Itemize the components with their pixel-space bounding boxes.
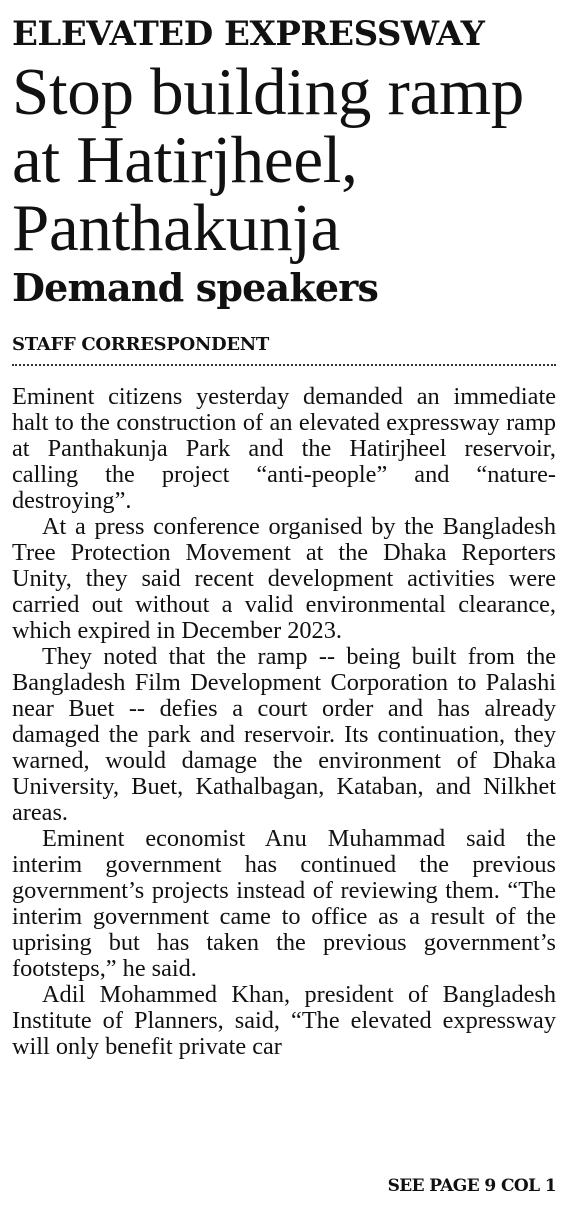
article-body: [12, 384, 556, 1060]
article-byline: STAFF CORRESPONDENT: [12, 334, 269, 355]
article-paragraph: Eminent citizens yesterday demanded an immediate halt to the construction of an elevated expressway ramp at Panthakunja Park and the Hatirjheel reservoir, calling the project “anti-people” and “nature-destroying”.: [12, 383, 556, 514]
article-paragraph: Adil Mohammed Khan, president of Bangladesh Institute of Planners, said, “The elevated expressway will only benefit private car: [12, 981, 556, 1060]
news-article: [12, 14, 556, 1060]
continuation-note: SEE PAGE 9 COL 1: [387, 1176, 556, 1196]
article-kicker: ELEVATED EXPRESSWAY: [12, 14, 485, 54]
article-paragraph: Eminent economist Anu Muhammad said the interim government has continued the previous government’s projects instead of reviewing them. “The interim government came to office as a result of the uprising but has taken the previous government’s footsteps,” he said.: [12, 825, 556, 982]
article-subhead: Demand speakers: [12, 265, 379, 310]
dotted-divider: [12, 364, 556, 366]
article-headline: Stop building ramp at Hatirjheel, Panthakunja: [12, 55, 524, 265]
article-paragraph: They noted that the ramp -- being built from the Bangladesh Film Development Corporation to Palashi near Buet -- defies a court order and has already damaged the park and reservoir. Its continuation, they warned, would damage the environment of Dhaka University, Buet, Kathalbagan, Kataban, and Nilkhet areas.: [12, 643, 556, 826]
article-paragraph: At a press conference organised by the Bangladesh Tree Protection Movement at the Dhaka Reporters Unity, they said recent development activities were carried out without a valid environmental clearance, which expired in December 2023.: [12, 513, 556, 644]
